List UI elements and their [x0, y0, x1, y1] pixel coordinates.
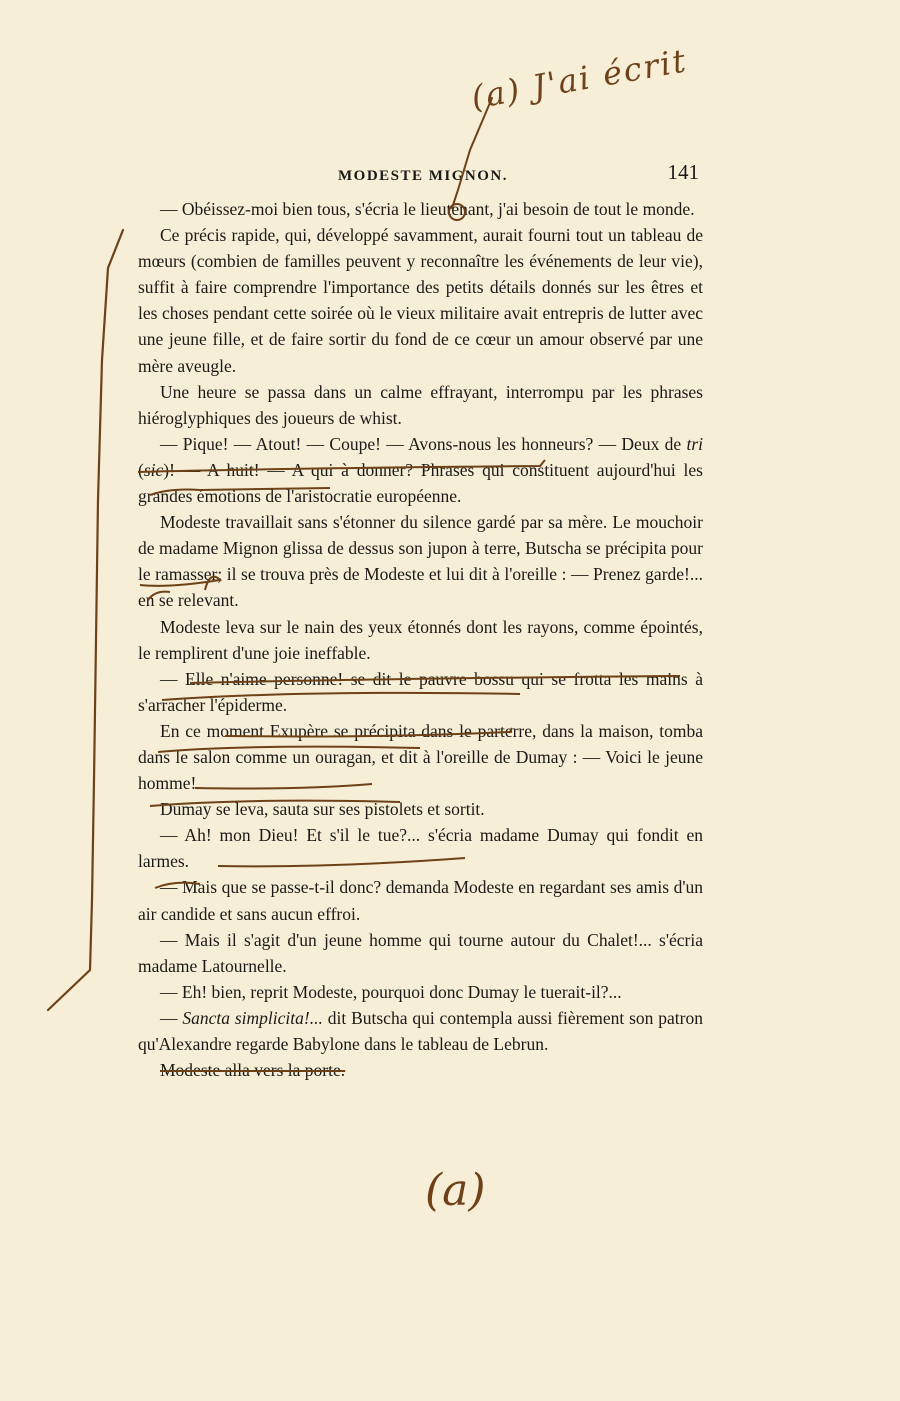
- margin-bracket-line: [48, 230, 123, 1010]
- latin-phrase: Sancta simplicita!...: [182, 1007, 323, 1028]
- paragraph: — Eh! bien, reprit Modeste, pourquoi donc Dumay le tuerait-il?...: [160, 981, 622, 1002]
- connector-mark: [162, 693, 520, 700]
- paragraph: — Mais il s'agit d'un jeune homme qui tourne autour du Chalet!... s'écria madame Latournelle.: [138, 929, 703, 976]
- underline-mark: [225, 728, 512, 737]
- paragraph: Modeste travaillait sans s'étonner du silence gardé par sa mère. Le mouchoir de madame Mignon glissa de dessus son jupon à terre, Butscha se précipita pour le ramasser; il se trouva près de Modeste et lui dit à l'oreille : — Prenez garde!... en se relevant.: [138, 512, 703, 611]
- callout-loop: [449, 204, 465, 220]
- handwritten-marker-bottom: (a): [425, 1165, 486, 1216]
- underline-mark: [138, 460, 545, 472]
- paragraph: — Sancta simplicita!... dit Butscha qui contempla aussi fièrement son patron qu'Alexandre regarde Babylone dans le tableau de Lebrun.: [138, 1007, 703, 1054]
- paragraph: — Pique! — Atout! — Coupe! — Avons-nous les honneurs? — Deux de tri (sic)! — A huit! — A qui à donner? Phrases qui constituent aujourd'hui les grandes émotions de l'aristocratie européenne.: [138, 433, 703, 507]
- paragraph: — Elle n'aime personne! se dit le pauvre bossu qui se frotta les mains à s'arracher l'épiderme.: [138, 668, 703, 715]
- paragraph: Modeste leva sur le nain des yeux étonnés dont les rayons, comme épointés, le remplirent d'une joie ineffable.: [138, 616, 703, 663]
- underline-mark: [190, 676, 680, 683]
- paragraph: Ce précis rapide, qui, développé savamment, aurait fourni tout un tableau de mœurs (combien de familles peuvent y reconnaître les événements de leur vie), suffit à faire comprendre l'importance des petits détails donnés sur les êtres et les choses pendant cette soirée où le vieux militaire avait entrepris de lutter avec une jeune fille, et de faire sortir du fond de ce cœur un amour observé par une mère aveugle.: [138, 225, 703, 376]
- underline-mark: [218, 858, 465, 866]
- paragraph: Une heure se passa dans un calme effrayant, interrompu par les phrases hiéroglyphiques des joueurs de whist.: [138, 381, 703, 428]
- handwritten-annotation-top: (a) J'ai écrit: [468, 41, 691, 117]
- running-title: MODESTE MIGNON.: [338, 168, 509, 184]
- paragraph: — Mais que se passe-t-il donc? demanda Modeste en regardant ses amis d'un air candide et sans aucun effroi.: [138, 877, 703, 924]
- paragraph: — Ah! mon Dieu! Et s'il le tue?... s'écria madame Dumay qui fondit en larmes.: [138, 825, 703, 872]
- underline-mark: [140, 577, 220, 590]
- paragraph: — Obéissez-moi bien tous, s'écria le lieutenant, j'ai besoin de tout le monde.: [160, 199, 695, 219]
- paragraph: Dumay se leva, sauta sur ses pistolets et sortit.: [160, 799, 485, 820]
- page-number: 141: [667, 160, 699, 184]
- callout-line: [452, 98, 492, 208]
- paragraph: En ce moment Exupère se précipita dans le parterre, dans la maison, tomba dans le salon comme un ouragan, et dit à l'oreille de Dumay : — Voici le jeune homme!: [138, 720, 703, 794]
- connector-mark: [148, 592, 170, 600]
- struck-through-line: Modeste alla vers la porte.: [160, 1060, 346, 1081]
- underline-mark: [195, 784, 372, 789]
- connector-mark: [150, 488, 330, 495]
- connector-mark: [158, 747, 420, 752]
- connector-mark: [150, 801, 400, 806]
- connector-mark: [155, 883, 200, 888]
